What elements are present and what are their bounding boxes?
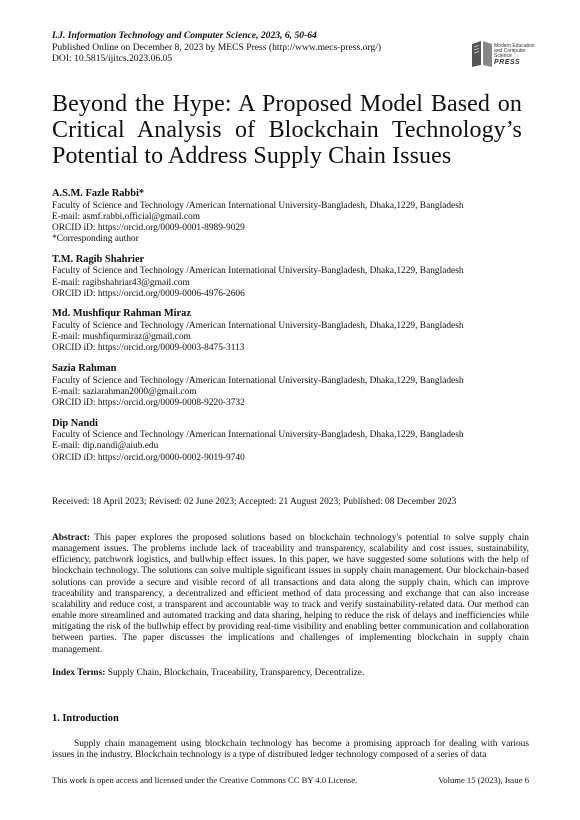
author-block: [52, 362, 532, 409]
journal-header: [52, 30, 512, 65]
author-orcid[interactable]: ORCID iD: https://orcid.org/0009-0008-9220-3732: [52, 397, 245, 408]
author-affiliation: Faculty of Science and Technology /American International University-Bangladesh, Dhaka,1229, Bangladesh: [52, 375, 464, 386]
index-terms-text: Supply Chain, Blockchain, Traceability, Transparency, Decentralize.: [107, 668, 365, 678]
index-terms: [52, 668, 529, 679]
author-orcid[interactable]: ORCID iD: https://orcid.org/0009-0001-8989-9029: [52, 222, 245, 233]
author-orcid[interactable]: ORCID iD: https://orcid.org/0009-0003-8475-3113: [52, 343, 245, 354]
logo-press: PRESS: [494, 58, 521, 66]
publication-info: Published Online on December 8, 2023 by MECS Press (http://www.mecs-press.org/): [52, 41, 382, 53]
publication-dates: Received: 18 April 2023; Revised: 02 June 2023; Accepted: 21 August 2023; Published: 08 December 2023: [52, 497, 457, 507]
author-affiliation: Faculty of Science and Technology /American International University-Bangladesh, Dhaka,1229, Bangladesh: [52, 320, 464, 331]
journal-citation: I.J. Information Technology and Computer Science, 2023, 6, 50-64: [52, 30, 317, 41]
author-orcid[interactable]: ORCID iD: https://orcid.org/0000-0002-9019-9740: [52, 452, 245, 463]
author-name: A.S.M. Fazle Rabbi*: [52, 188, 145, 199]
author-email[interactable]: E-mail: ragibshahriar43@gmail.com: [52, 277, 190, 288]
abstract-label: Abstract:: [52, 533, 91, 543]
abstract: [52, 533, 529, 656]
volume-issue: Volume 15 (2023), Issue 6: [438, 775, 529, 785]
logo-line-1: Modern Education: [494, 43, 535, 49]
author-block: [52, 417, 532, 464]
author-orcid[interactable]: ORCID iD: https://orcid.org/0009-0006-4976-2606: [52, 288, 245, 299]
author-name: Dip Nandi: [52, 417, 98, 429]
author-name: Md. Mushfiqur Rahman Miraz: [52, 308, 191, 320]
abstract-text: This paper explores the proposed solutions based on blockchain technology's potential to solve supply chain management issues. The problems include lack of traceability and transparency, scalability and cost issues, sustainability, efficiency, patchwork logistics, and bullwhip effect issues. In this paper, we have suggested some solutions with the help of blockchain technology. The solutions can solve multiple significant issues in supply chain management. Our blockchain-based solutions can provide a secure and visible record of all transactions and data along the supply chain, which can improve traceability and transparency, a decentralized and efficient method of data processing and exchange that can also increase scalability and reduce cost, a transparent and accountable way to track and verify sustainability-related data. Our method can enable more streamlined and automated tracking and data sharing, helping to reduce the risk of delays and inefficiencies while mitigating the risk of the bullwhip effect by providing real-time visibility and enabling better communication and collaboration between parties. The paper discusses the implications and challenges of implementing blockchain in supply chain management.: [52, 533, 529, 655]
author-list: [52, 187, 532, 471]
doi-line: DOI: 10.5815/ijitcs.2023.06.05: [52, 53, 173, 65]
mecs-press-logo: [470, 30, 544, 70]
introduction-paragraph: Supply chain management using blockchain technology has become a promising approach for dealing with various issues in the industry. Blockchain technology is a type of distributed ledger technology composed of a series of data: [52, 739, 529, 761]
author-block: [52, 253, 532, 300]
page-footer: [52, 775, 529, 785]
author-affiliation: Faculty of Science and Technology /American International University-Bangladesh, Dhaka,1229, Bangladesh: [52, 430, 464, 441]
author-email[interactable]: E-mail: asmf.rabbi.official@gmail.com: [52, 211, 200, 222]
index-terms-label: Index Terms:: [52, 668, 106, 678]
author-name: T.M. Ragib Shahrier: [52, 253, 145, 265]
author-affiliation: Faculty of Science and Technology /American International University-Bangladesh, Dhaka,1229, Bangladesh: [52, 266, 464, 277]
author-block: [52, 307, 532, 354]
paper-title: Beyond the Hype: A Proposed Model Based on Critical Analysis of Blockchain Technology’s Potential to Address Supply Chain Issues: [52, 91, 522, 169]
author-affiliation: Faculty of Science and Technology /American International University-Bangladesh, Dhaka,1229, Bangladesh: [52, 200, 464, 211]
section-heading-introduction: 1. Introduction: [52, 713, 119, 724]
license-note: This work is open access and licensed under the Creative Commons CC BY 4.0 License.: [52, 775, 358, 785]
book-icon: [470, 38, 494, 68]
author-block: [52, 187, 532, 245]
author-name: Sazia Rahman: [52, 363, 117, 375]
corresponding-note: *Corresponding author: [52, 234, 139, 245]
author-email[interactable]: E-mail: dip.nandi@aiub.edu: [52, 441, 159, 452]
author-email[interactable]: E-mail: saziarahman2000@gmail.com: [52, 386, 197, 397]
logo-line-2: and Computer Science: [494, 48, 526, 60]
author-email[interactable]: E-mail: mushfiqurmiraz@gmail.com: [52, 332, 191, 343]
